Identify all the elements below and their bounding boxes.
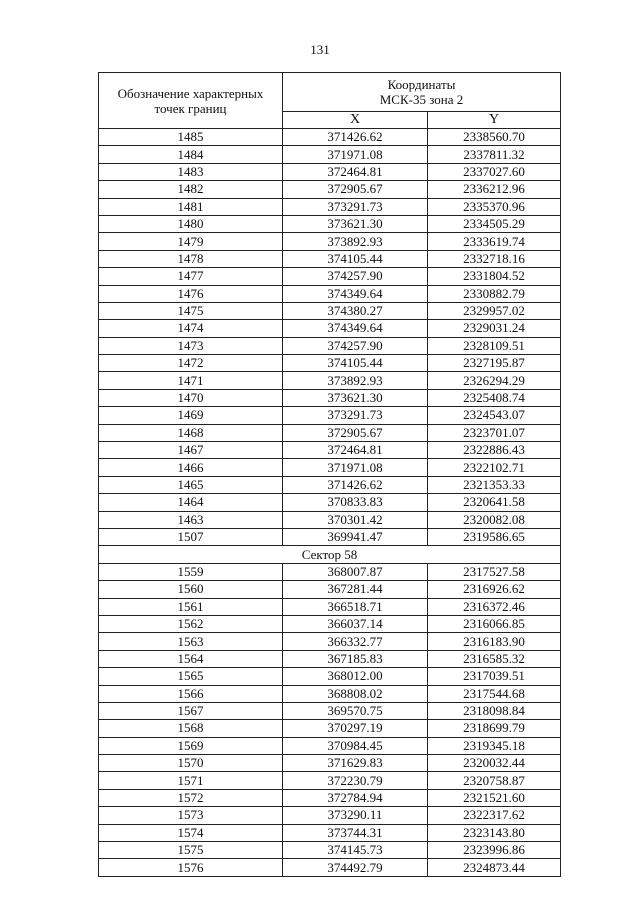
point-id-cell: 1559 [99, 563, 283, 580]
table-header [99, 73, 561, 129]
table-row [99, 355, 561, 372]
x-coordinate-cell: 372464.81 [283, 163, 428, 180]
x-coordinate-cell: 373892.93 [283, 233, 428, 250]
point-id-cell: 1507 [99, 528, 283, 545]
x-coordinate-cell: 366332.77 [283, 633, 428, 650]
x-coordinate-cell: 372784.94 [283, 789, 428, 806]
table-row [99, 129, 561, 146]
x-coordinate-cell: 373621.30 [283, 389, 428, 406]
point-id-cell: 1569 [99, 737, 283, 754]
point-id-cell: 1474 [99, 320, 283, 337]
table-row [99, 737, 561, 754]
table-row [99, 650, 561, 667]
table-row [99, 615, 561, 632]
section-label: Сектор 58 [99, 546, 561, 563]
table-body-main [99, 129, 561, 546]
point-id-cell: 1468 [99, 424, 283, 441]
point-label-header [99, 73, 283, 129]
point-id-cell: 1567 [99, 702, 283, 719]
point-id-cell: 1480 [99, 215, 283, 232]
point-id-cell: 1565 [99, 668, 283, 685]
table-row [99, 424, 561, 441]
y-coordinate-cell: 2338560.70 [428, 129, 561, 146]
point-id-cell: 1481 [99, 198, 283, 215]
x-coordinate-cell: 373892.93 [283, 372, 428, 389]
point-id-cell: 1464 [99, 494, 283, 511]
x-coordinate-cell: 368007.87 [283, 563, 428, 580]
x-column-header: X [283, 112, 428, 129]
x-coordinate-cell: 374105.44 [283, 355, 428, 372]
y-coordinate-cell: 2320641.58 [428, 494, 561, 511]
point-label-line1: Обозначение характерных [117, 85, 264, 101]
table-row [99, 859, 561, 876]
point-id-cell: 1465 [99, 476, 283, 493]
point-id-cell: 1471 [99, 372, 283, 389]
y-coordinate-cell: 2330882.79 [428, 285, 561, 302]
y-coordinate-cell: 2316585.32 [428, 650, 561, 667]
table-row [99, 146, 561, 163]
point-id-cell: 1568 [99, 720, 283, 737]
point-id-cell: 1469 [99, 407, 283, 424]
x-coordinate-cell: 374257.90 [283, 268, 428, 285]
point-id-cell: 1563 [99, 633, 283, 650]
y-coordinate-cell: 2323701.07 [428, 424, 561, 441]
x-coordinate-cell: 370297.19 [283, 720, 428, 737]
x-coordinate-cell: 370833.83 [283, 494, 428, 511]
y-coordinate-cell: 2337027.60 [428, 163, 561, 180]
point-id-cell: 1482 [99, 181, 283, 198]
x-coordinate-cell: 373291.73 [283, 407, 428, 424]
y-coordinate-cell: 2334505.29 [428, 215, 561, 232]
point-id-cell: 1467 [99, 442, 283, 459]
point-id-cell: 1473 [99, 337, 283, 354]
point-id-cell: 1560 [99, 581, 283, 598]
x-coordinate-cell: 374257.90 [283, 337, 428, 354]
y-coordinate-cell: 2316926.62 [428, 581, 561, 598]
table-row [99, 459, 561, 476]
y-coordinate-cell: 2320758.87 [428, 772, 561, 789]
point-id-cell: 1470 [99, 389, 283, 406]
x-coordinate-cell: 370984.45 [283, 737, 428, 754]
y-coordinate-cell: 2327195.87 [428, 355, 561, 372]
y-coordinate-cell: 2324873.44 [428, 859, 561, 876]
y-coordinate-cell: 2323996.86 [428, 842, 561, 859]
y-coordinate-cell: 2328109.51 [428, 337, 561, 354]
point-id-cell: 1477 [99, 268, 283, 285]
point-id-cell: 1479 [99, 233, 283, 250]
point-id-cell: 1573 [99, 807, 283, 824]
x-coordinate-cell: 374380.27 [283, 302, 428, 319]
y-coordinate-cell: 2335370.96 [428, 198, 561, 215]
point-id-cell: 1562 [99, 615, 283, 632]
point-id-cell: 1570 [99, 755, 283, 772]
y-coordinate-cell: 2337811.32 [428, 146, 561, 163]
y-coordinate-cell: 2321521.60 [428, 789, 561, 806]
table-row [99, 233, 561, 250]
table-row [99, 494, 561, 511]
x-coordinate-cell: 371426.62 [283, 476, 428, 493]
point-id-cell: 1564 [99, 650, 283, 667]
y-coordinate-cell: 2321353.33 [428, 476, 561, 493]
x-coordinate-cell: 366518.71 [283, 598, 428, 615]
x-coordinate-cell: 371971.08 [283, 459, 428, 476]
table-row [99, 702, 561, 719]
y-coordinate-cell: 2332718.16 [428, 250, 561, 267]
x-coordinate-cell: 369941.47 [283, 528, 428, 545]
x-coordinate-cell: 366037.14 [283, 615, 428, 632]
y-coordinate-cell: 2331804.52 [428, 268, 561, 285]
coordinates-label-line1: Координаты [387, 77, 456, 92]
table-body-sector [99, 563, 561, 876]
table-row [99, 511, 561, 528]
table-row [99, 598, 561, 615]
point-label-line2: точек границ [154, 100, 227, 116]
y-coordinate-cell: 2336212.96 [428, 181, 561, 198]
y-coordinate-cell: 2319345.18 [428, 737, 561, 754]
y-coordinate-cell: 2322886.43 [428, 442, 561, 459]
x-coordinate-cell: 368012.00 [283, 668, 428, 685]
table-row [99, 372, 561, 389]
y-coordinate-cell: 2325408.74 [428, 389, 561, 406]
point-id-cell: 1463 [99, 511, 283, 528]
table-row [99, 842, 561, 859]
x-coordinate-cell: 368808.02 [283, 685, 428, 702]
table-row [99, 720, 561, 737]
y-coordinate-cell: 2320032.44 [428, 755, 561, 772]
point-id-cell: 1574 [99, 824, 283, 841]
page-number: 131 [310, 42, 330, 57]
table-row [99, 563, 561, 580]
table-row [99, 772, 561, 789]
x-coordinate-cell: 374349.64 [283, 320, 428, 337]
x-coordinate-cell: 367185.83 [283, 650, 428, 667]
x-coordinate-cell: 373744.31 [283, 824, 428, 841]
table-row [99, 807, 561, 824]
x-coordinate-cell: 374492.79 [283, 859, 428, 876]
point-id-cell: 1561 [99, 598, 283, 615]
x-coordinate-cell: 374105.44 [283, 250, 428, 267]
x-coordinate-cell: 371426.62 [283, 129, 428, 146]
y-coordinate-cell: 2329031.24 [428, 320, 561, 337]
table-row [99, 302, 561, 319]
y-coordinate-cell: 2318699.79 [428, 720, 561, 737]
y-coordinate-cell: 2317544.68 [428, 685, 561, 702]
point-id-cell: 1566 [99, 685, 283, 702]
coordinates-header [283, 73, 561, 112]
point-id-cell: 1575 [99, 842, 283, 859]
y-coordinate-cell: 2319586.65 [428, 528, 561, 545]
y-coordinate-cell: 2317527.58 [428, 563, 561, 580]
point-id-cell: 1472 [99, 355, 283, 372]
y-coordinate-cell: 2333619.74 [428, 233, 561, 250]
table-row [99, 268, 561, 285]
table-row [99, 476, 561, 493]
y-coordinate-cell: 2320082.08 [428, 511, 561, 528]
point-id-cell: 1483 [99, 163, 283, 180]
y-coordinate-cell: 2322102.71 [428, 459, 561, 476]
x-coordinate-cell: 369570.75 [283, 702, 428, 719]
table-row [99, 407, 561, 424]
table-row [99, 633, 561, 650]
y-coordinate-cell: 2317039.51 [428, 668, 561, 685]
point-id-cell: 1484 [99, 146, 283, 163]
x-coordinate-cell: 372230.79 [283, 772, 428, 789]
coordinates-label-line2: МСК-35 зона 2 [379, 92, 464, 107]
table-row [99, 668, 561, 685]
x-coordinate-cell: 370301.42 [283, 511, 428, 528]
table-row [99, 824, 561, 841]
y-coordinate-cell: 2322317.62 [428, 807, 561, 824]
table-row [99, 198, 561, 215]
y-coordinate-cell: 2324543.07 [428, 407, 561, 424]
x-coordinate-cell: 373621.30 [283, 215, 428, 232]
point-id-cell: 1576 [99, 859, 283, 876]
point-id-cell: 1466 [99, 459, 283, 476]
table-row [99, 581, 561, 598]
y-coordinate-cell: 2316183.90 [428, 633, 561, 650]
y-coordinate-cell: 2318098.84 [428, 702, 561, 719]
section-divider [99, 546, 561, 563]
table-row [99, 389, 561, 406]
x-coordinate-cell: 374349.64 [283, 285, 428, 302]
point-id-cell: 1478 [99, 250, 283, 267]
x-coordinate-cell: 367281.44 [283, 581, 428, 598]
y-coordinate-cell: 2316066.85 [428, 615, 561, 632]
point-id-cell: 1475 [99, 302, 283, 319]
table-row [99, 337, 561, 354]
x-coordinate-cell: 372464.81 [283, 442, 428, 459]
table-row [99, 163, 561, 180]
y-coordinate-cell: 2329957.02 [428, 302, 561, 319]
x-coordinate-cell: 373290.11 [283, 807, 428, 824]
y-coordinate-cell: 2323143.80 [428, 824, 561, 841]
table-row [99, 755, 561, 772]
point-id-cell: 1572 [99, 789, 283, 806]
y-coordinate-cell: 2316372.46 [428, 598, 561, 615]
y-coordinate-cell: 2326294.29 [428, 372, 561, 389]
table-row [99, 789, 561, 806]
coordinates-table [98, 72, 561, 877]
table-row [99, 320, 561, 337]
x-coordinate-cell: 371629.83 [283, 755, 428, 772]
y-column-header: Y [428, 112, 561, 129]
point-id-cell: 1476 [99, 285, 283, 302]
x-coordinate-cell: 374145.73 [283, 842, 428, 859]
point-id-cell: 1571 [99, 772, 283, 789]
table-row [99, 685, 561, 702]
x-coordinate-cell: 372905.67 [283, 424, 428, 441]
x-coordinate-cell: 372905.67 [283, 181, 428, 198]
table-row [99, 181, 561, 198]
table-row [99, 250, 561, 267]
table-row [99, 528, 561, 545]
point-id-cell: 1485 [99, 129, 283, 146]
table-row [99, 442, 561, 459]
x-coordinate-cell: 373291.73 [283, 198, 428, 215]
x-coordinate-cell: 371971.08 [283, 146, 428, 163]
table-row [99, 215, 561, 232]
table-row [99, 285, 561, 302]
